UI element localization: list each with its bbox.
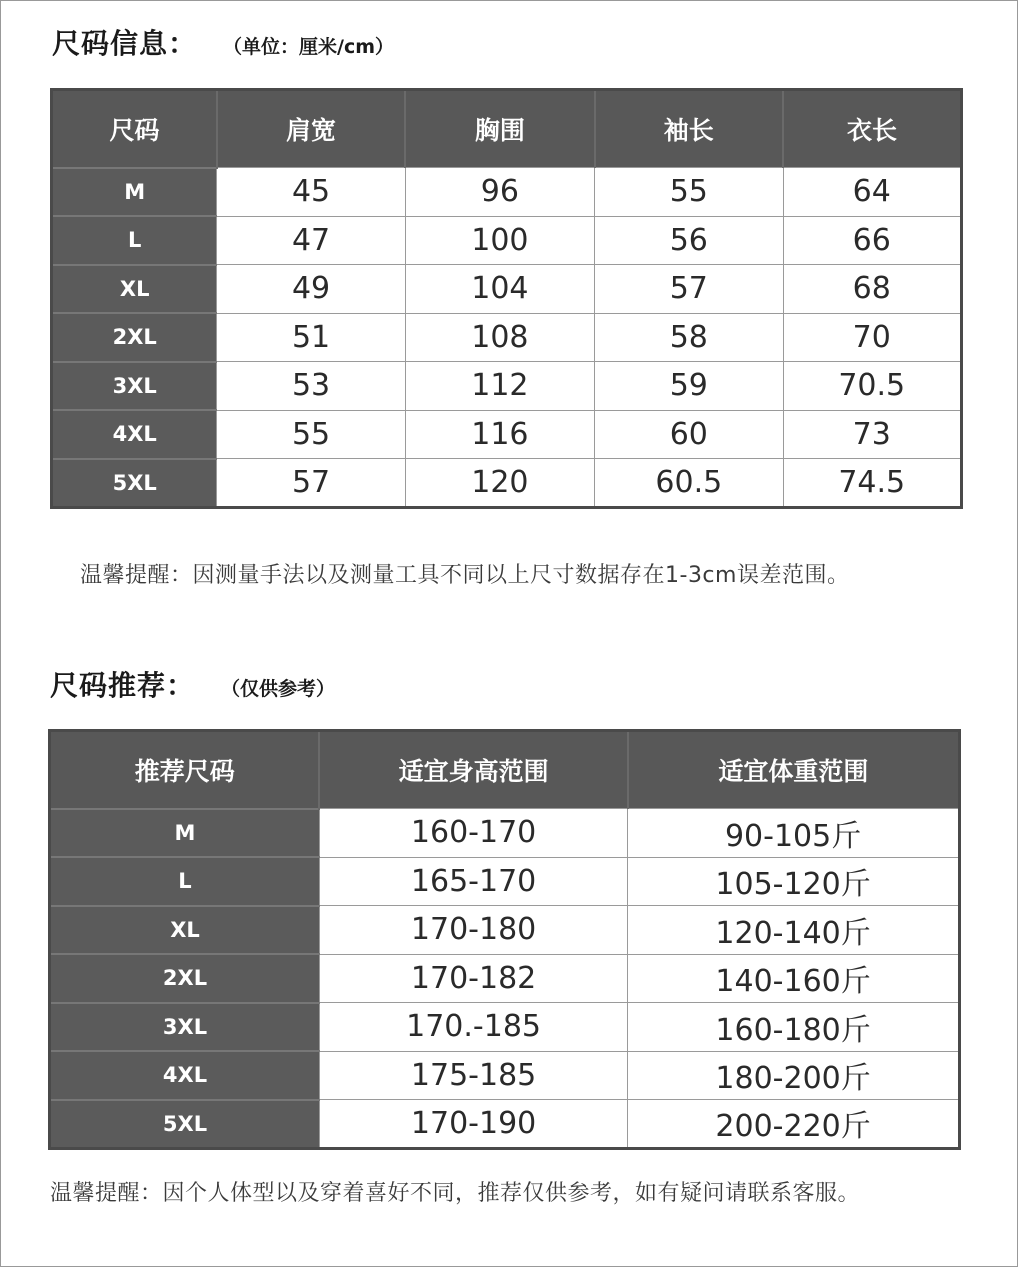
header-chest: 胸围 bbox=[405, 90, 594, 168]
table-row bbox=[52, 216, 962, 265]
value-cell: 105-120斤 bbox=[628, 857, 960, 906]
value-cell: 55 bbox=[595, 168, 783, 217]
size-label-cell: 2XL bbox=[50, 954, 320, 1003]
size-label-cell: L bbox=[52, 216, 217, 265]
size-info-header-row bbox=[52, 90, 962, 168]
value-cell: 104 bbox=[405, 265, 594, 314]
value-cell: 116 bbox=[405, 410, 594, 459]
size-label-cell: 4XL bbox=[52, 410, 217, 459]
table-row bbox=[50, 1003, 960, 1052]
header-sleeve: 袖长 bbox=[595, 90, 783, 168]
value-cell: 120 bbox=[405, 459, 594, 508]
value-cell: 51 bbox=[217, 313, 405, 362]
value-cell: 49 bbox=[217, 265, 405, 314]
value-cell: 53 bbox=[217, 362, 405, 411]
value-cell: 165-170 bbox=[319, 857, 627, 906]
table-row bbox=[52, 410, 962, 459]
header-length: 衣长 bbox=[783, 90, 962, 168]
value-cell: 140-160斤 bbox=[628, 954, 960, 1003]
value-cell: 73 bbox=[783, 410, 962, 459]
value-cell: 100 bbox=[405, 216, 594, 265]
header-shoulder: 肩宽 bbox=[217, 90, 405, 168]
size-recommend-note: 温馨提醒：因个人体型以及穿着喜好不同，推荐仅供参考，如有疑问请联系客服。 bbox=[50, 1181, 861, 1206]
size-label-cell: XL bbox=[50, 906, 320, 955]
size-label-cell: 3XL bbox=[50, 1003, 320, 1052]
value-cell: 70 bbox=[783, 313, 962, 362]
value-cell: 60 bbox=[595, 410, 783, 459]
header-size: 尺码 bbox=[52, 90, 217, 168]
size-info-heading bbox=[52, 22, 394, 62]
value-cell: 70.5 bbox=[783, 362, 962, 411]
size-recommend-title: 尺码推荐： bbox=[50, 669, 196, 702]
value-cell: 59 bbox=[595, 362, 783, 411]
value-cell: 180-200斤 bbox=[628, 1051, 960, 1100]
value-cell: 45 bbox=[217, 168, 405, 217]
value-cell: 74.5 bbox=[783, 459, 962, 508]
table-row bbox=[52, 459, 962, 508]
header-recommend-size: 推荐尺码 bbox=[50, 731, 320, 809]
size-label-cell: XL bbox=[52, 265, 217, 314]
value-cell: 64 bbox=[783, 168, 962, 217]
size-label-cell: 2XL bbox=[52, 313, 217, 362]
value-cell: 175-185 bbox=[319, 1051, 627, 1100]
size-recommend-subtitle: （仅供参考） bbox=[221, 678, 336, 700]
table-row bbox=[52, 168, 962, 217]
size-info-unit: （单位：厘米/cm） bbox=[223, 36, 395, 58]
table-row bbox=[50, 809, 960, 858]
size-info-title: 尺码信息： bbox=[52, 27, 198, 60]
size-recommend-table bbox=[48, 729, 961, 1150]
size-label-cell: 4XL bbox=[50, 1051, 320, 1100]
size-recommend-heading bbox=[50, 664, 335, 704]
value-cell: 57 bbox=[217, 459, 405, 508]
size-label-cell: L bbox=[50, 857, 320, 906]
value-cell: 170.-185 bbox=[319, 1003, 627, 1052]
value-cell: 170-180 bbox=[319, 906, 627, 955]
size-label-cell: 3XL bbox=[52, 362, 217, 411]
size-label-cell: 5XL bbox=[52, 459, 217, 508]
value-cell: 112 bbox=[405, 362, 594, 411]
table-row bbox=[50, 906, 960, 955]
table-row bbox=[50, 1100, 960, 1149]
value-cell: 170-182 bbox=[319, 954, 627, 1003]
value-cell: 47 bbox=[217, 216, 405, 265]
size-info-table bbox=[50, 88, 963, 509]
value-cell: 90-105斤 bbox=[628, 809, 960, 858]
value-cell: 68 bbox=[783, 265, 962, 314]
size-info-note: 温馨提醒：因测量手法以及测量工具不同以上尺寸数据存在1-3cm误差范围。 bbox=[80, 563, 850, 588]
value-cell: 120-140斤 bbox=[628, 906, 960, 955]
table-row bbox=[52, 362, 962, 411]
size-label-cell: M bbox=[50, 809, 320, 858]
size-label-cell: 5XL bbox=[50, 1100, 320, 1149]
value-cell: 57 bbox=[595, 265, 783, 314]
value-cell: 60.5 bbox=[595, 459, 783, 508]
value-cell: 160-170 bbox=[319, 809, 627, 858]
value-cell: 66 bbox=[783, 216, 962, 265]
header-height-range: 适宜身高范围 bbox=[319, 731, 627, 809]
value-cell: 170-190 bbox=[319, 1100, 627, 1149]
value-cell: 160-180斤 bbox=[628, 1003, 960, 1052]
table-row bbox=[50, 857, 960, 906]
header-weight-range: 适宜体重范围 bbox=[628, 731, 960, 809]
value-cell: 58 bbox=[595, 313, 783, 362]
table-row bbox=[50, 1051, 960, 1100]
table-row bbox=[50, 954, 960, 1003]
value-cell: 96 bbox=[405, 168, 594, 217]
table-row bbox=[52, 313, 962, 362]
table-row bbox=[52, 265, 962, 314]
value-cell: 55 bbox=[217, 410, 405, 459]
size-recommend-header-row bbox=[50, 731, 960, 809]
value-cell: 200-220斤 bbox=[628, 1100, 960, 1149]
size-label-cell: M bbox=[52, 168, 217, 217]
value-cell: 108 bbox=[405, 313, 594, 362]
value-cell: 56 bbox=[595, 216, 783, 265]
